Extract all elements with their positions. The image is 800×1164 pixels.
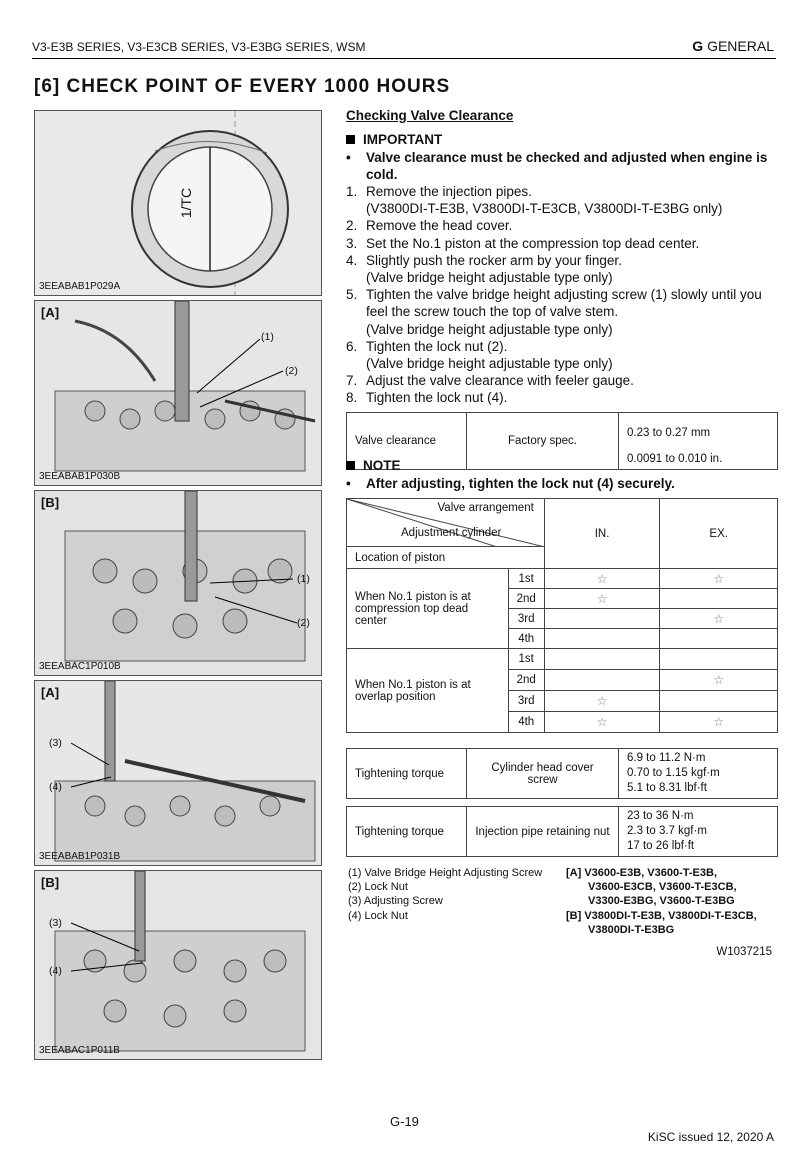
step-number: 1. xyxy=(346,184,358,199)
important-bullet xyxy=(346,149,778,183)
step-2 xyxy=(346,217,778,234)
header-letter: G xyxy=(692,38,704,54)
figure-lock-nut-b xyxy=(34,870,322,1060)
step-1 xyxy=(346,183,778,217)
figure-flywheel-mark xyxy=(34,110,322,296)
step-note: (Valve bridge height adjustable type only) xyxy=(366,270,613,286)
in-star xyxy=(544,609,660,629)
cyl-2nd: 2nd xyxy=(508,670,544,691)
in-star: ☆ xyxy=(544,691,660,712)
header-general: GENERAL xyxy=(707,38,774,54)
ex-star xyxy=(660,629,778,649)
torque-lbfft: 5.1 to 8.31 lbf·ft xyxy=(627,782,707,794)
document-code: W1037215 xyxy=(716,946,772,958)
in-star: ☆ xyxy=(544,712,660,733)
important-heading xyxy=(346,132,442,147)
cyl-1st: 1st xyxy=(508,569,544,589)
square-bullet-icon xyxy=(346,461,355,470)
important-text: Valve clearance must be checked and adjusted when engine is cold. xyxy=(366,150,768,182)
ex-star: ☆ xyxy=(660,569,778,589)
tc-mark: 1/TC xyxy=(178,187,195,219)
torque-table-head-cover xyxy=(346,748,778,799)
model-line: [B] V3800DI-T-E3B, V3800DI-T-E3CB, xyxy=(566,909,757,922)
note-label: NOTE xyxy=(363,458,401,473)
in-star xyxy=(544,649,660,670)
step-text: Remove the injection pipes. xyxy=(366,184,532,199)
spec-value-mm: 0.23 to 0.27 mm xyxy=(619,413,778,451)
figure-tag: [A] xyxy=(41,305,60,320)
figure-code: 3EEABAB1P030B xyxy=(39,471,121,482)
figure-tag: [B] xyxy=(41,875,60,890)
group-compression-label: When No.1 piston is at compression top dead center xyxy=(347,569,509,649)
figure-code: 3EEABAC1P011B xyxy=(39,1045,120,1056)
callout-4: (4) xyxy=(49,781,62,793)
ex-star: ☆ xyxy=(660,609,778,629)
in-star: ☆ xyxy=(544,589,660,609)
figure-code: 3EEABAB1P031B xyxy=(39,851,121,862)
model-line: [A] V3600-E3B, V3600-T-E3B, xyxy=(566,867,718,879)
torque-values xyxy=(619,807,778,857)
spec-label: Factory spec. xyxy=(467,413,619,470)
torque-kgfm: 2.3 to 3.7 kgf·m xyxy=(627,825,707,837)
step-number: 2. xyxy=(346,218,358,234)
issue-date: KiSC issued 12, 2020 A xyxy=(647,1130,774,1144)
step-text: Adjust the valve clearance with feeler gauge. xyxy=(366,373,634,389)
valve-arrangement-table xyxy=(346,498,778,733)
square-bullet-icon xyxy=(346,135,355,144)
section-title: [6] CHECK POINT OF EVERY 1000 HOURS xyxy=(34,76,451,97)
figure-code: 3EEABAC1P010B xyxy=(39,661,121,672)
step-number: 3. xyxy=(346,235,358,251)
step-note: (Valve bridge height adjustable type only) xyxy=(366,321,613,337)
torque-nm: 6.9 to 11.2 N·m xyxy=(627,752,706,764)
torque-table-injection-pipe xyxy=(346,806,778,857)
figure-lock-nut-a xyxy=(34,680,322,866)
step-text: Remove the head cover. xyxy=(366,218,513,234)
step-text: Slightly push the rocker arm by your finger. xyxy=(366,252,622,268)
step-number: 8. xyxy=(346,390,358,406)
in-star xyxy=(544,629,660,649)
step-number: 4. xyxy=(346,252,358,268)
header-series: V3-E3B SERIES, V3-E3CB SERIES, V3-E3BG SERIES, WSM xyxy=(32,40,366,54)
figure-rocker-arm-b xyxy=(34,490,322,676)
note-heading xyxy=(346,458,401,473)
note-bullet xyxy=(346,475,778,492)
ex-star xyxy=(660,589,778,609)
torque-values xyxy=(619,749,778,799)
cyl-1st: 1st xyxy=(508,649,544,670)
figure-tag: [B] xyxy=(41,495,60,510)
page-number: G-19 xyxy=(390,1114,419,1129)
legend-item: (1) Valve Bridge Height Adjusting Screw xyxy=(348,867,543,879)
cyl-4th: 4th xyxy=(508,712,544,733)
cyl-2nd: 2nd xyxy=(508,589,544,609)
spec-value-in: 0.0091 to 0.010 in. xyxy=(619,451,778,470)
col-in: IN. xyxy=(544,499,660,569)
callout-2: (2) xyxy=(297,617,310,629)
rocker-arm-illustration xyxy=(35,301,322,486)
model-line: V3600-E3CB, V3600-T-E3CB, xyxy=(588,881,737,894)
figure-tag: [A] xyxy=(41,685,60,700)
step-6 xyxy=(346,338,778,372)
torque-label: Tightening torque xyxy=(347,749,467,799)
torque-lbfft: 17 to 26 lbf·ft xyxy=(627,840,695,852)
col-ex: EX. xyxy=(660,499,778,569)
spec-item: Valve clearance xyxy=(347,413,467,470)
callout-3: (3) xyxy=(49,737,62,749)
valve-clearance-spec-table xyxy=(346,412,778,470)
step-text: Tighten the lock nut (2). xyxy=(366,338,508,354)
feeler-gauge-illustration xyxy=(35,681,322,866)
header-piston: Location of piston xyxy=(347,547,545,569)
step-number: 7. xyxy=(346,373,358,389)
diagonal-header-cell xyxy=(347,499,545,547)
legend-item: (2) Lock Nut xyxy=(348,881,408,894)
important-label: IMPORTANT xyxy=(363,132,443,147)
in-star: ☆ xyxy=(544,569,660,589)
ex-star: ☆ xyxy=(660,670,778,691)
callout-1: (1) xyxy=(261,331,274,343)
callout-1: (1) xyxy=(297,573,310,585)
step-5 xyxy=(346,286,778,338)
model-list xyxy=(566,866,757,937)
header-section xyxy=(692,38,774,54)
procedure-steps xyxy=(346,183,778,407)
step-text: Set the No.1 piston at the compression top dead center. xyxy=(366,235,700,251)
group-overlap-label: When No.1 piston is at overlap position xyxy=(347,649,509,733)
torque-nm: 23 to 36 N·m xyxy=(627,810,694,822)
step-8 xyxy=(346,389,778,406)
bullet-icon: • xyxy=(346,476,351,491)
header-arrangement: Valve arrangement xyxy=(437,502,534,514)
legend-item: (4) Lock Nut xyxy=(348,909,408,922)
parts-legend xyxy=(348,866,542,923)
ex-star xyxy=(660,649,778,670)
header-cylinder: Adjustment cylinder xyxy=(401,527,502,539)
figure-code: 3EEABAB1P029A xyxy=(39,281,121,292)
in-star xyxy=(544,670,660,691)
model-line: V3300-E3BG, V3600-T-E3BG xyxy=(588,895,735,908)
model-line: V3800DI-T-E3BG xyxy=(588,923,675,936)
step-text: Tighten the lock nut (4). xyxy=(366,390,508,406)
step-number: 5. xyxy=(346,287,358,303)
callout-2: (2) xyxy=(285,365,298,377)
step-number: 6. xyxy=(346,338,358,354)
note-text: After adjusting, tighten the lock nut (4) securely. xyxy=(366,476,675,491)
subsection-title: Checking Valve Clearance xyxy=(346,108,514,123)
step-3 xyxy=(346,235,778,252)
step-4 xyxy=(346,252,778,286)
bullet-icon: • xyxy=(346,150,351,165)
ex-star: ☆ xyxy=(660,712,778,733)
cyl-4th: 4th xyxy=(508,629,544,649)
cyl-3rd: 3rd xyxy=(508,609,544,629)
adjusting-screw-illustration xyxy=(35,871,322,1060)
torque-item: Injection pipe retaining nut xyxy=(467,807,619,857)
step-note: (Valve bridge height adjustable type only) xyxy=(366,356,613,372)
torque-item: Cylinder head cover screw xyxy=(467,749,619,799)
cyl-3rd: 3rd xyxy=(508,691,544,712)
torque-label: Tightening torque xyxy=(347,807,467,857)
figure-rocker-arm-a xyxy=(34,300,322,486)
ex-star xyxy=(660,691,778,712)
step-text: Tighten the valve bridge height adjusting screw (1) slowly until you feel the screw touch the top of valve stem. xyxy=(366,287,762,320)
callout-3: (3) xyxy=(49,917,62,929)
valve-train-illustration xyxy=(35,491,322,676)
callout-4: (4) xyxy=(49,965,62,977)
step-7 xyxy=(346,372,778,389)
legend-item: (3) Adjusting Screw xyxy=(348,895,443,908)
torque-kgfm: 0.70 to 1.15 kgf·m xyxy=(627,767,720,779)
header-rule xyxy=(32,58,776,59)
step-note: (V3800DI-T-E3B, V3800DI-T-E3CB, V3800DI-T-E3BG only) xyxy=(366,201,723,217)
